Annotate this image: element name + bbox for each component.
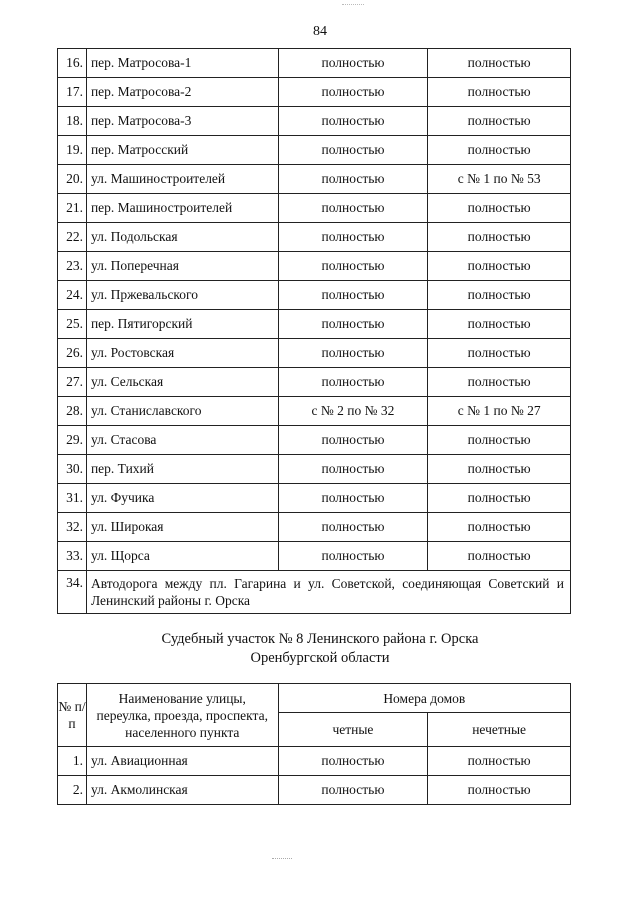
odd-houses: полностью <box>428 339 571 368</box>
row-number: 19. <box>58 136 87 165</box>
table-row <box>58 281 571 310</box>
row-number: 31. <box>58 484 87 513</box>
even-houses: полностью <box>278 513 428 542</box>
street-name: ул. Фучика <box>86 484 278 513</box>
even-houses: полностью <box>278 252 428 281</box>
odd-houses: с № 1 по № 53 <box>428 165 571 194</box>
odd-houses: полностью <box>428 542 571 571</box>
table-row <box>58 455 571 484</box>
street-name: ул. Широкая <box>86 513 278 542</box>
row-number: 28. <box>58 397 87 426</box>
row-number: 2. <box>58 776 87 805</box>
even-houses: полностью <box>278 136 428 165</box>
page-number: 84 <box>313 24 327 39</box>
odd-houses: с № 1 по № 27 <box>428 397 571 426</box>
odd-houses: полностью <box>428 513 571 542</box>
row-number: 26. <box>58 339 87 368</box>
table-header-row <box>58 684 571 713</box>
street-name: ул. Машиностроителей <box>86 165 278 194</box>
table-row <box>58 310 571 339</box>
streets-table-continued <box>57 48 571 614</box>
court-district-streets-table <box>57 683 571 805</box>
row-number: 22. <box>58 223 87 252</box>
even-houses: полностью <box>278 49 428 78</box>
odd-houses: полностью <box>428 136 571 165</box>
header-houses: Номера домов <box>278 684 570 713</box>
even-houses: полностью <box>278 223 428 252</box>
odd-houses: полностью <box>428 194 571 223</box>
table-row <box>58 747 571 776</box>
street-name: пер. Пятигорский <box>86 310 278 339</box>
table-row <box>58 194 571 223</box>
even-houses: с № 2 по № 32 <box>278 397 428 426</box>
row-number: 30. <box>58 455 87 484</box>
even-houses: полностью <box>278 194 428 223</box>
odd-houses: полностью <box>428 310 571 339</box>
street-name: ул. Сельская <box>86 368 278 397</box>
row-number: 20. <box>58 165 87 194</box>
street-name: ул. Подольская <box>86 223 278 252</box>
header-name: Наименование улицы, переулка, проезда, проспекта, населенного пункта <box>86 684 278 747</box>
row-number: 1. <box>58 747 87 776</box>
odd-houses: полностью <box>428 747 571 776</box>
table-row <box>58 339 571 368</box>
even-houses: полностью <box>278 368 428 397</box>
header-num: № п/п <box>58 684 87 747</box>
row-number: 25. <box>58 310 87 339</box>
odd-houses: полностью <box>428 368 571 397</box>
odd-houses: полностью <box>428 776 571 805</box>
row-number: 16. <box>58 49 87 78</box>
even-houses: полностью <box>278 310 428 339</box>
street-name: пер. Матросова-1 <box>86 49 278 78</box>
odd-houses: полностью <box>428 107 571 136</box>
even-houses: полностью <box>278 281 428 310</box>
even-houses: полностью <box>278 426 428 455</box>
odd-houses: полностью <box>428 281 571 310</box>
row-number: 23. <box>58 252 87 281</box>
table-row <box>58 223 571 252</box>
even-houses: полностью <box>278 542 428 571</box>
row-number: 21. <box>58 194 87 223</box>
section-heading-line1: Судебный участок № 8 Ленинского района г. Орска <box>161 631 479 647</box>
odd-houses: полностью <box>428 426 571 455</box>
even-houses: полностью <box>278 776 428 805</box>
row-number: 32. <box>58 513 87 542</box>
row-number: 27. <box>58 368 87 397</box>
even-houses: полностью <box>278 78 428 107</box>
table-row <box>58 368 571 397</box>
table-row <box>58 426 571 455</box>
table-row <box>58 542 571 571</box>
table-row <box>58 49 571 78</box>
street-name: ул. Стасова <box>86 426 278 455</box>
street-name: ул. Пржевальского <box>86 281 278 310</box>
scan-artifact-top <box>342 4 364 5</box>
court-streets-table-body <box>58 747 571 805</box>
street-name: ул. Ростовская <box>86 339 278 368</box>
even-houses: полностью <box>278 455 428 484</box>
street-name: ул. Станиславского <box>86 397 278 426</box>
row-number: 34. <box>58 571 87 614</box>
streets-table-body <box>58 49 571 614</box>
table-row <box>58 513 571 542</box>
row-number: 29. <box>58 426 87 455</box>
street-name: ул. Акмолинская <box>86 776 278 805</box>
even-houses: полностью <box>278 165 428 194</box>
even-houses: полностью <box>278 107 428 136</box>
odd-houses: полностью <box>428 455 571 484</box>
table-row <box>58 484 571 513</box>
header-odd: нечетные <box>428 713 571 747</box>
street-name: пер. Матросова-2 <box>86 78 278 107</box>
table-row <box>58 107 571 136</box>
road-description: Автодорога между пл. Гагарина и ул. Советской, соединяющая Советский и Ленинский районы г. Орска <box>86 571 570 614</box>
even-houses: полностью <box>278 484 428 513</box>
odd-houses: полностью <box>428 78 571 107</box>
odd-houses: полностью <box>428 252 571 281</box>
row-number: 33. <box>58 542 87 571</box>
even-houses: полностью <box>278 339 428 368</box>
street-name: пер. Машиностроителей <box>86 194 278 223</box>
odd-houses: полностью <box>428 223 571 252</box>
scan-artifact-bottom <box>272 858 292 859</box>
header-even: четные <box>278 713 428 747</box>
table-row <box>58 78 571 107</box>
street-name: пер. Тихий <box>86 455 278 484</box>
section-heading <box>0 630 640 668</box>
row-number: 24. <box>58 281 87 310</box>
odd-houses: полностью <box>428 484 571 513</box>
street-name: ул. Поперечная <box>86 252 278 281</box>
section-heading-line2: Оренбургской области <box>250 650 390 666</box>
street-name: пер. Матросский <box>86 136 278 165</box>
odd-houses: полностью <box>428 49 571 78</box>
street-name: пер. Матросова-3 <box>86 107 278 136</box>
table-row <box>58 776 571 805</box>
table-row <box>58 165 571 194</box>
table-row-merged <box>58 571 571 614</box>
even-houses: полностью <box>278 747 428 776</box>
table-row <box>58 252 571 281</box>
street-name: ул. Щорса <box>86 542 278 571</box>
table-row <box>58 136 571 165</box>
row-number: 18. <box>58 107 87 136</box>
street-name: ул. Авиационная <box>86 747 278 776</box>
table-row <box>58 397 571 426</box>
row-number: 17. <box>58 78 87 107</box>
